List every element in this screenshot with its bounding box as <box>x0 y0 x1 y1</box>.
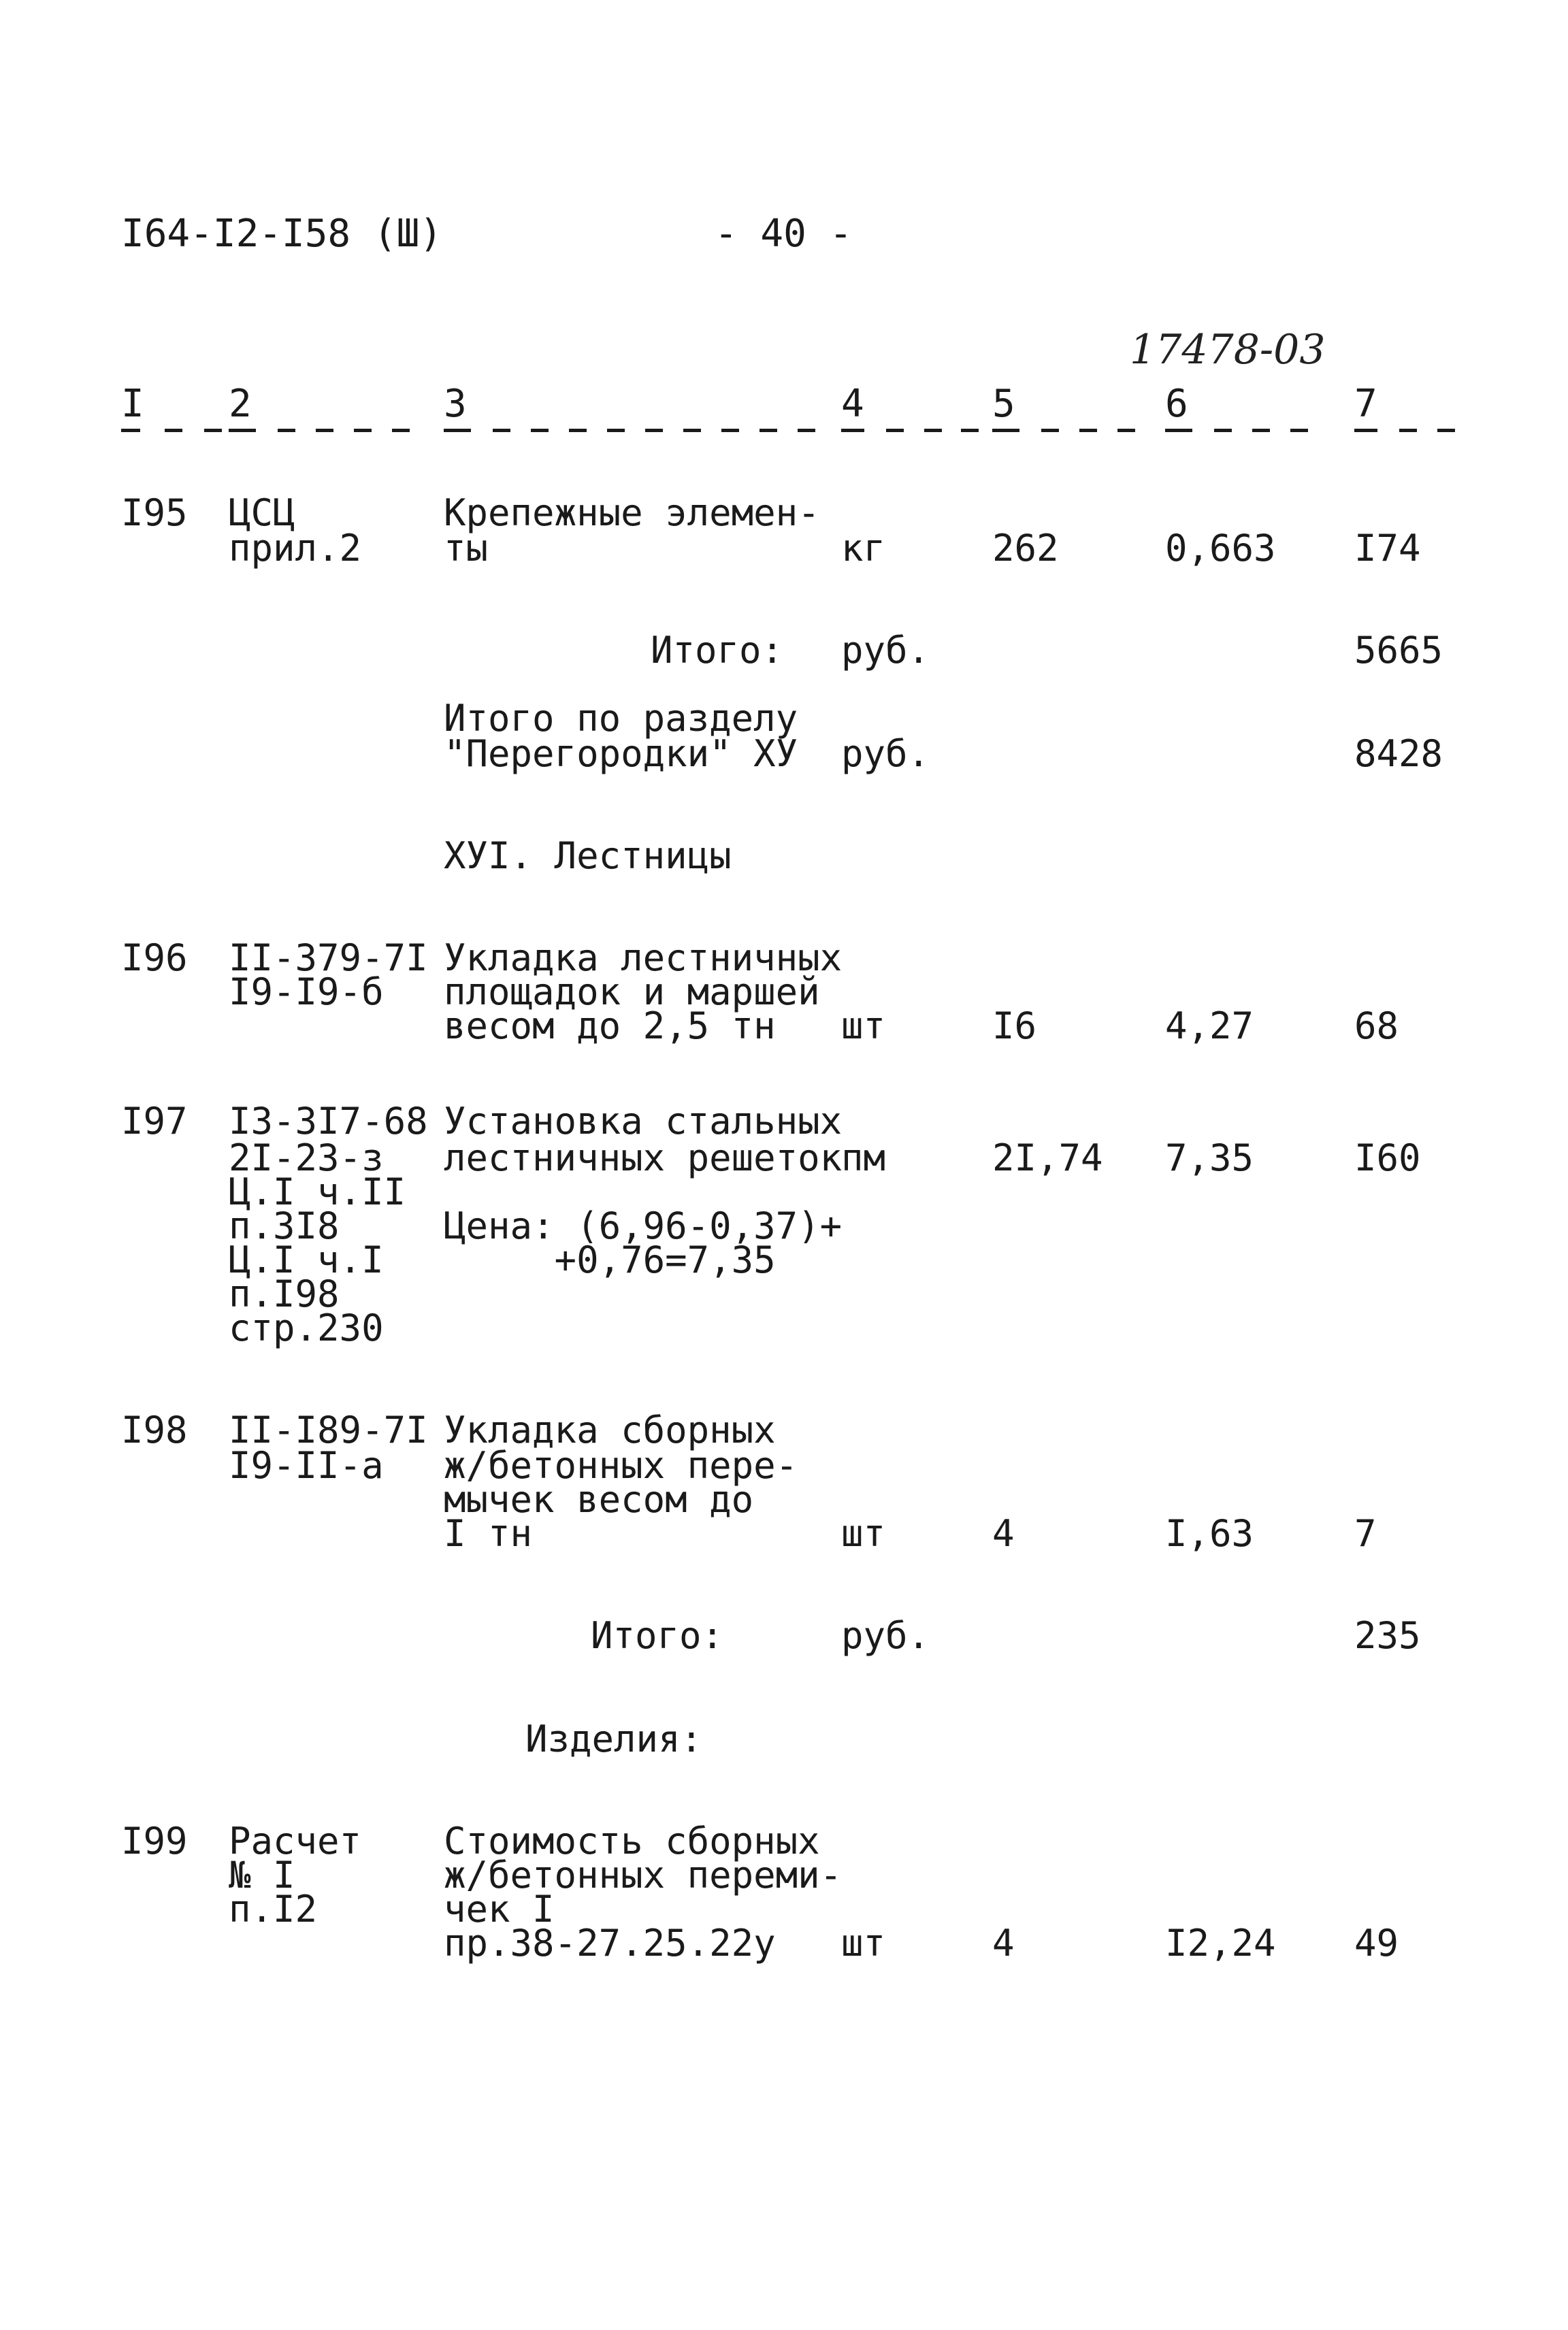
description: ты <box>444 527 489 570</box>
reference: Ц.I ч.II <box>229 1170 406 1213</box>
column-number: 7 <box>1354 382 1377 426</box>
reference: I9-I9-б <box>229 970 384 1013</box>
unit: руб. <box>841 732 930 775</box>
price-note: +0,76=7,35 <box>444 1238 776 1281</box>
subsection-title: Изделия: <box>525 1718 703 1760</box>
description: ж/бетонных пере- <box>444 1444 798 1487</box>
quantity: 4 <box>992 1922 1015 1965</box>
description: Стоимость сборных <box>444 1820 820 1863</box>
quantity: I6 <box>992 1004 1037 1047</box>
unit-price: I,63 <box>1165 1512 1254 1555</box>
quantity: 262 <box>992 527 1059 570</box>
quantity: 2I,74 <box>992 1136 1103 1179</box>
section-title: ХУI. Лестницы <box>444 834 732 877</box>
reference: стр.230 <box>229 1307 384 1349</box>
unit: руб. <box>841 1614 930 1657</box>
total: 5665 <box>1354 629 1443 672</box>
description: пр.38-27.25.22у <box>444 1922 776 1965</box>
description: лестничных решеток <box>444 1136 843 1179</box>
row-number: I97 <box>121 1100 188 1143</box>
description: ж/бетонных переми- <box>444 1854 843 1897</box>
description: Укладка лестничных <box>444 936 843 979</box>
description: весом до 2,5 тн <box>444 1004 776 1047</box>
unit: шт <box>841 1922 886 1965</box>
quantity: 4 <box>992 1512 1015 1555</box>
unit: руб. <box>841 629 930 672</box>
reference: прил.2 <box>229 527 362 570</box>
total: 49 <box>1354 1922 1399 1965</box>
reference: 2I-23-з <box>229 1136 384 1179</box>
unit-price: 4,27 <box>1165 1004 1254 1047</box>
row-number: I99 <box>121 1820 188 1863</box>
description: мычек весом до <box>444 1478 754 1521</box>
description: I тн <box>444 1512 533 1555</box>
total: I60 <box>1354 1136 1421 1179</box>
reference: п.3I8 <box>229 1204 340 1247</box>
unit: шт <box>841 1004 886 1047</box>
reference: № I <box>229 1854 295 1897</box>
unit: кг <box>841 527 886 570</box>
subtotal-label: Итого: <box>591 1614 724 1657</box>
description: Крепежные элемен- <box>444 491 820 534</box>
column-number: 4 <box>841 382 864 426</box>
document-code: I64-I2-I58 (Ш) <box>121 212 443 256</box>
page-number: - 40 - <box>715 212 853 256</box>
reference: II-I89-7I <box>229 1409 428 1451</box>
price-note: Цена: (6,96-0,37)+ <box>444 1204 843 1247</box>
description: Укладка сборных <box>444 1409 776 1451</box>
unit-price: I2,24 <box>1165 1922 1276 1965</box>
row-number: I95 <box>121 491 188 534</box>
section-total-label: "Перегородки" ХУ <box>444 732 798 775</box>
section-total-label: Итого по разделу <box>444 697 798 740</box>
reference: ЦСЦ <box>229 491 295 534</box>
row-number: I98 <box>121 1409 188 1451</box>
total: 68 <box>1354 1004 1399 1047</box>
unit-price: 7,35 <box>1165 1136 1254 1179</box>
reference: Расчет <box>229 1820 362 1863</box>
unit: шт <box>841 1512 886 1555</box>
reference: I9-II-а <box>229 1444 384 1487</box>
reference: I3-3I7-68 <box>229 1100 428 1143</box>
total: 7 <box>1354 1512 1377 1555</box>
total: 235 <box>1354 1614 1421 1657</box>
reference: Ц.I ч.I <box>229 1238 384 1281</box>
row-number: I96 <box>121 936 188 979</box>
description: Установка стальных <box>444 1100 843 1143</box>
column-number: 2 <box>229 382 252 426</box>
column-number: 6 <box>1165 382 1188 426</box>
reference: п.I98 <box>229 1273 340 1315</box>
unit: пм <box>841 1136 886 1179</box>
total: I74 <box>1354 527 1421 570</box>
description: площадок и маршей <box>444 970 820 1013</box>
total: 8428 <box>1354 732 1443 775</box>
handwritten-inventory-number: 17478-03 <box>1130 326 1326 374</box>
column-number: 3 <box>444 382 467 426</box>
column-number: I <box>121 382 144 426</box>
unit-price: 0,663 <box>1165 527 1276 570</box>
subtotal-label: Итого: <box>651 629 784 672</box>
description: чек I <box>444 1888 555 1931</box>
reference: п.I2 <box>229 1888 318 1931</box>
column-number: 5 <box>992 382 1015 426</box>
reference: II-379-7I <box>229 936 428 979</box>
